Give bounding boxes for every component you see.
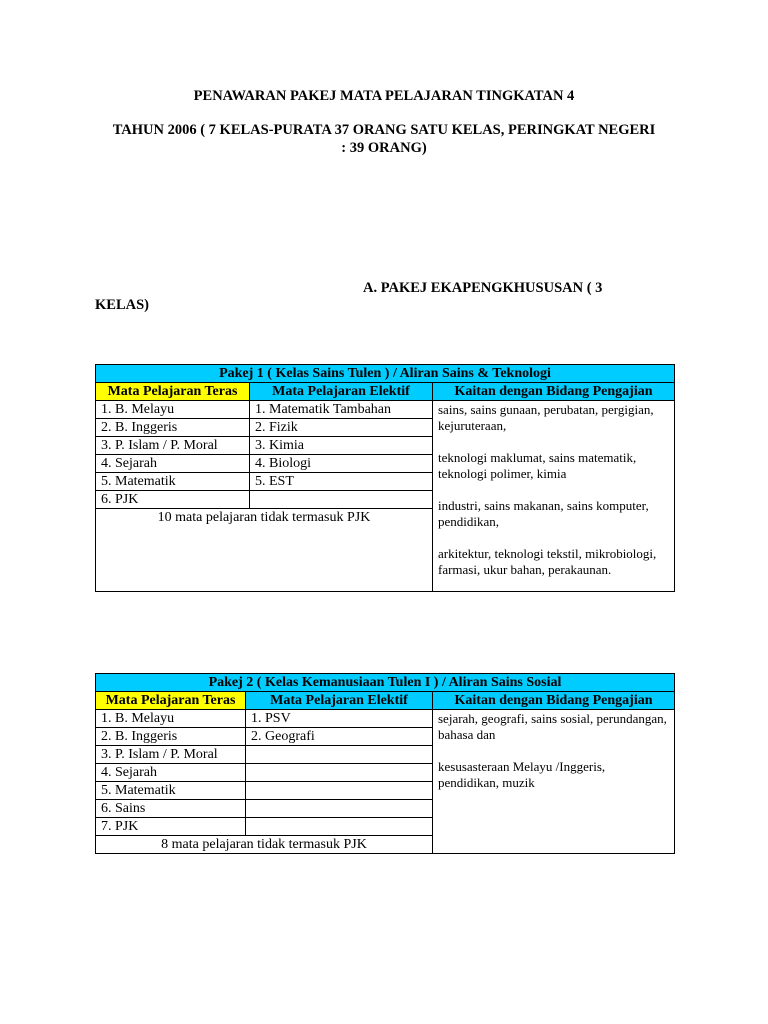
col-kaitan-header: Kaitan dengan Bidang Pengajian bbox=[433, 692, 675, 710]
document-title: PENAWARAN PAKEJ MATA PELAJARAN TINGKATAN 4 bbox=[193, 88, 575, 104]
kaitan-paragraph: kesusasteraan Melayu /Inggeris, pendidikan, muzik bbox=[438, 759, 606, 790]
subject-count-note: 8 mata pelajaran tidak termasuk PJK bbox=[96, 836, 433, 854]
teras-cell: 7. PJK bbox=[96, 818, 246, 836]
pakej-2-table bbox=[95, 673, 675, 854]
kaitan-paragraph: industri, sains makanan, sains komputer, pendidikan, bbox=[438, 498, 649, 529]
elektif-cell bbox=[246, 782, 433, 800]
teras-cell: 6. Sains bbox=[96, 800, 246, 818]
elektif-cell: 2. Fizik bbox=[250, 419, 433, 437]
teras-cell: 1. B. Melayu bbox=[96, 401, 250, 419]
elektif-cell: 5. EST bbox=[250, 473, 433, 491]
section-a-heading: A. PAKEJ EKAPENGKHUSUSAN ( 3 bbox=[363, 280, 603, 296]
kaitan-paragraph: arkitektur, teknologi tekstil, mikrobiologi, farmasi, ukur bahan, perakaunan. bbox=[438, 546, 657, 577]
teras-cell: 3. P. Islam / P. Moral bbox=[96, 746, 246, 764]
col-teras-header: Mata Pelajaran Teras bbox=[96, 692, 246, 710]
col-teras-header: Mata Pelajaran Teras bbox=[96, 383, 250, 401]
elektif-cell: 3. Kimia bbox=[250, 437, 433, 455]
col-elektif-header: Mata Pelajaran Elektif bbox=[250, 383, 433, 401]
teras-cell: 4. Sejarah bbox=[96, 764, 246, 782]
teras-cell: 4. Sejarah bbox=[96, 455, 250, 473]
teras-cell: 1. B. Melayu bbox=[96, 710, 246, 728]
document-subtitle: TAHUN 2006 ( 7 KELAS-PURATA 37 ORANG SATU KELAS, PERINGKAT NEGERI : 39 ORANG) bbox=[112, 122, 656, 156]
kaitan-cell bbox=[433, 401, 675, 592]
teras-cell: 5. Matematik bbox=[96, 782, 246, 800]
kaitan-paragraph: sejarah, geografi, sains sosial, perundangan, bahasa dan bbox=[438, 711, 667, 742]
section-a-heading-cont: KELAS) bbox=[95, 297, 149, 313]
teras-cell: 5. Matematik bbox=[96, 473, 250, 491]
elektif-cell bbox=[246, 818, 433, 836]
pakej-1-table bbox=[95, 364, 675, 592]
pakej-1-heading: Pakej 1 ( Kelas Sains Tulen ) / Aliran Sains & Teknologi bbox=[96, 365, 675, 383]
teras-cell: 2. B. Inggeris bbox=[96, 419, 250, 437]
teras-cell: 2. B. Inggeris bbox=[96, 728, 246, 746]
elektif-cell: 1. Matematik Tambahan bbox=[250, 401, 433, 419]
elektif-cell: 1. PSV bbox=[246, 710, 433, 728]
elektif-cell: 2. Geografi bbox=[246, 728, 433, 746]
elektif-cell bbox=[246, 764, 433, 782]
elektif-cell bbox=[246, 800, 433, 818]
teras-cell: 6. PJK bbox=[96, 491, 250, 509]
kaitan-paragraph: teknologi maklumat, sains matematik, teknologi polimer, kimia bbox=[438, 450, 637, 481]
subject-count-note: 10 mata pelajaran tidak termasuk PJK bbox=[96, 509, 433, 592]
pakej-2-heading: Pakej 2 ( Kelas Kemanusiaan Tulen I ) / Aliran Sains Sosial bbox=[96, 674, 675, 692]
col-elektif-header: Mata Pelajaran Elektif bbox=[246, 692, 433, 710]
col-kaitan-header: Kaitan dengan Bidang Pengajian bbox=[433, 383, 675, 401]
elektif-cell bbox=[250, 491, 433, 509]
elektif-cell bbox=[246, 746, 433, 764]
elektif-cell: 4. Biologi bbox=[250, 455, 433, 473]
kaitan-cell bbox=[433, 710, 675, 854]
kaitan-paragraph: sains, sains gunaan, perubatan, pergigian, kejuruteraan, bbox=[438, 402, 654, 433]
teras-cell: 3. P. Islam / P. Moral bbox=[96, 437, 250, 455]
